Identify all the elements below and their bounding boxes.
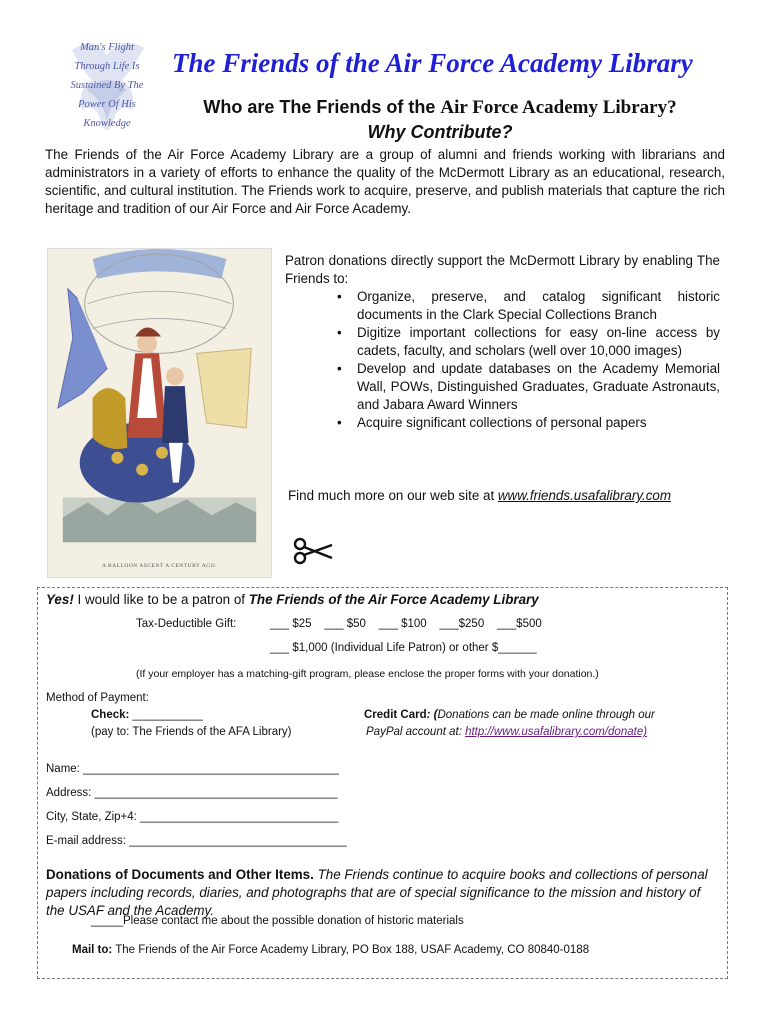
city-state-zip-field[interactable]: City, State, Zip+4: _______________________________ (46, 811, 339, 823)
list-item: • Acquire significant collections of personal papers (357, 414, 720, 432)
gift-options-other[interactable]: ___ $1,000 (Individual Life Patron) or other $______ (270, 642, 537, 654)
donation-benefits (285, 252, 720, 432)
logo-line: Sustained By The (70, 80, 144, 91)
gift-label: Tax-Deductible Gift: (136, 618, 237, 630)
list-item: • Organize, preserve, and catalog significant historic documents in the Clark Special Collections Branch (357, 288, 720, 324)
yes-org: The Friends of the Air Force Academy Library (248, 592, 539, 607)
question-suffix: Air Force Academy Library? (440, 97, 677, 118)
logo-line: Through Life Is (74, 61, 140, 72)
mail-address: The Friends of the Air Force Academy Library, PO Box 188, USAF Academy, CO 80840-0188 (112, 944, 590, 956)
credit-text: Donations can be made online through our (437, 709, 655, 721)
list-item: • Develop and update databases on the Academy Memorial Wall, POWs, Distinguished Graduates, Graduate Astronauts, and Jabara Award Winners (357, 360, 720, 414)
logo-line: Man's Flight (80, 42, 134, 53)
question-prefix: Who are The Friends of the (203, 97, 441, 117)
balloon-illustration-icon (48, 249, 271, 577)
check-label: Check: (91, 709, 130, 721)
logo-line: Knowledge (83, 118, 131, 129)
benefits-list (285, 288, 720, 432)
poster-caption: A BALLOON ASCENT A CENTURY AGO. (101, 563, 218, 569)
patron-form (37, 587, 728, 979)
yes-text: I would like to be a patron of (73, 592, 249, 607)
mail-label: Mail to: (72, 944, 113, 956)
yes-label: Yes! (46, 592, 74, 607)
address-field[interactable]: Address: ______________________________________ (46, 787, 338, 799)
payment-method-label: Method of Payment: (46, 692, 149, 704)
credit-label: Credit Card (364, 709, 427, 721)
intro-paragraph: The Friends of the Air Force Academy Library are a group of alumni and friends working with librarians and administrators in a variety of efforts to enhance the quality of the McDermott Library as an educational, research, scientific, and cultural institution. The Friends work to acquire, preserve, and publish materials that capture the rich heritage and tradition of our Air Force and Air Force Academy. (45, 147, 725, 216)
logo-motto (52, 38, 162, 133)
subquestion-heading: Why Contribute? (367, 122, 513, 142)
balloon-poster-image (47, 248, 272, 578)
name-field[interactable]: Name: ________________________________________ (46, 763, 339, 775)
check-blank: ___________ (129, 709, 203, 721)
list-item: • Digitize important collections for easy on-line access by cadets, faculty, and scholars (well over 10,000 images) (357, 324, 720, 360)
scissors-icon (292, 536, 336, 566)
mail-to-line (72, 944, 589, 956)
documents-paragraph (46, 866, 722, 920)
page-title: The Friends of the Air Force Academy Library (172, 48, 693, 78)
website-prefix: Find much more on our web site at (288, 488, 498, 503)
benefits-lead: Patron donations directly support the McDermott Library by enabling The Friends to: (285, 253, 720, 286)
patron-heading (46, 592, 539, 607)
logo-line: Power Of His (78, 99, 136, 110)
credit-colon: : ( (426, 709, 438, 721)
library-logo (52, 30, 162, 142)
documents-text: The Friends continue to acquire books and collections of personal papers including records, diaries, and photographs that are of special significance to the mission and history of the USAF and the Academy. (46, 867, 708, 918)
paypal-text: PayPal account at: (366, 726, 466, 738)
question-heading (150, 97, 730, 119)
website-link[interactable]: www.friends.usafalibrary.com (497, 488, 672, 503)
documents-title: Donations of Documents and Other Items. (46, 867, 314, 882)
credit-card-option[interactable] (364, 709, 655, 721)
check-option[interactable] (91, 709, 203, 721)
matching-gift-note: (If your employer has a matching-gift program, please enclose the proper forms with your donation.) (136, 668, 599, 680)
paypal-link[interactable]: http://www.usafalibrary.com/donate) (465, 726, 648, 738)
website-line (288, 488, 728, 503)
email-field[interactable]: E-mail address: __________________________________ (46, 835, 347, 847)
contact-line[interactable]: _____Please contact me about the possible donation of historic materials (91, 915, 464, 927)
check-payto: (pay to: The Friends of the AFA Library) (91, 726, 292, 738)
gift-options[interactable]: ___ $25 ___ $50 ___ $100 ___$250 ___$500 (270, 618, 542, 630)
paypal-line (366, 726, 647, 738)
